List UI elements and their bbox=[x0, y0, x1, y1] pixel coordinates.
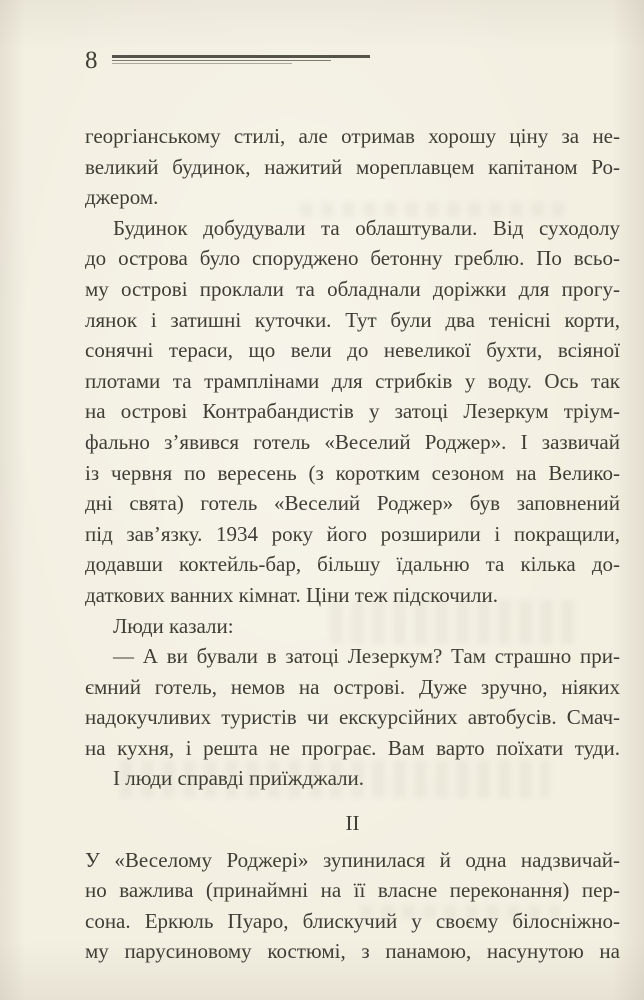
text-line: У «Веселому Роджері» зупинилася й одна надзвичай- bbox=[85, 847, 620, 872]
text-line: І люди справді приїжджали. bbox=[113, 766, 365, 791]
page-header bbox=[85, 48, 370, 73]
text-line: великий будинок, нажитий мореплавцем капітаном Ро- bbox=[85, 154, 620, 179]
text-line: — А ви бували в затоці Лезеркум? Там страшно при- bbox=[113, 644, 620, 669]
text-line: сонячні тераси, що вели до невеликої бухти, всіяної bbox=[85, 338, 620, 363]
text-line: но важлива (принаймні на її власне переконання) пер- bbox=[85, 878, 620, 903]
header-rule-line bbox=[112, 60, 331, 62]
text-line: дні свята) готель «Веселий Роджер» був заповнений bbox=[85, 491, 620, 516]
text-line: під зав’язку. 1934 року його розширили і покращили, bbox=[85, 521, 620, 546]
text-line: додавши коктейль-бар, більшу їдальню та кілька до- bbox=[85, 552, 620, 577]
text-line: Люди казали: bbox=[113, 613, 234, 638]
text-line: му парусиновому костюмі, з панамою, насунутою на bbox=[85, 939, 620, 964]
text-line: надокучливих туристів чи екскурсійних автобусів. Смач- bbox=[85, 705, 620, 730]
text-line: із червня по вересень (з коротким сезоном на Велико- bbox=[85, 460, 620, 485]
page-number: 8 bbox=[85, 47, 98, 74]
header-rule-line bbox=[112, 55, 370, 58]
text-line: лянок і затишні куточки. Тут були два тенісні корти, bbox=[85, 307, 620, 332]
page-body bbox=[85, 121, 620, 967]
header-rule-line bbox=[112, 63, 293, 64]
text-line: георгіанському стилі, але отримав хорошу ціну за не- bbox=[85, 124, 620, 148]
text-line: до острова було споруджено бетонну греблю. По всьо- bbox=[85, 246, 620, 271]
header-rule bbox=[112, 55, 370, 64]
text-line: плотами та трамплінами для стрибків у воду. Ось так bbox=[85, 368, 620, 393]
text-line: Будинок добудували та облаштували. Від суходолу bbox=[113, 215, 620, 240]
text-line: джером. bbox=[85, 185, 159, 210]
text-line: фально з’явився готель «Веселий Роджер». І зазвичай bbox=[85, 429, 620, 454]
text-line: на кухня, і решта не програє. Вам варто поїхати туди. bbox=[85, 735, 620, 760]
text-line: му острові проклали та обладнали доріжки для прогу- bbox=[85, 276, 620, 301]
text-line: ємний готель, немов на острові. Дуже зручно, ніяких bbox=[85, 674, 620, 699]
section-heading: II bbox=[345, 811, 360, 836]
text-line: сона. Еркюль Пуаро, блискучий у своєму білосніжно- bbox=[85, 908, 620, 933]
text-line: на острові Контрабандистів у затоці Лезеркум тріум- bbox=[85, 399, 620, 424]
text-line: даткових ванних кімнат. Ціни теж підскочили. bbox=[85, 582, 498, 607]
